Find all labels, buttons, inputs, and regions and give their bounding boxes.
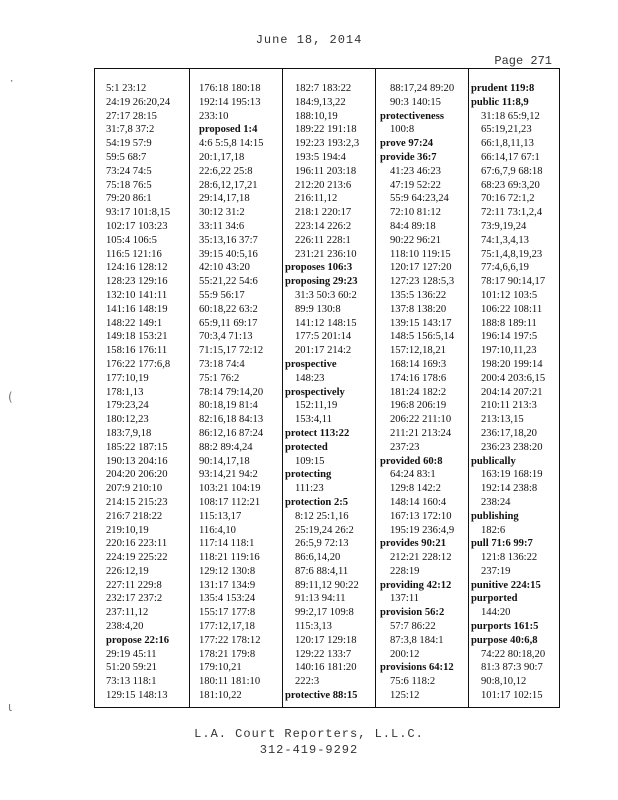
index-entry-line: 232:17 237:2 — [106, 593, 163, 605]
index-entry-line: 137:11 — [390, 593, 420, 605]
index-entry-line: 212:21 228:12 — [390, 552, 452, 564]
index-entry-line: 118:10 119:15 — [390, 248, 451, 260]
index-entry-line: 238:4,20 — [106, 621, 144, 633]
index-headword: propose 22:16 — [106, 634, 170, 646]
index-entry-line: 28:6,12,17,21 — [199, 179, 258, 191]
index-entry-line: 20:1,17,18 — [199, 151, 245, 163]
index-entry-line: 8:12 25:1,16 — [295, 510, 349, 522]
index-column-2 — [199, 82, 281, 701]
index-entry-line: 89:9 130:8 — [295, 303, 341, 315]
index-entry-line: 55:9 56:17 — [199, 289, 245, 301]
index-entry-line: 213:13,15 — [481, 414, 524, 426]
index-entry-line: 115:3,13 — [295, 621, 332, 633]
index-headword: publically — [471, 455, 516, 467]
index-headword: prove 97:24 — [380, 138, 434, 150]
index-entry-line: 180:11 181:10 — [199, 676, 261, 688]
index-entry-line: 210:11 213:3 — [481, 400, 537, 412]
index-entry-line: 216:11,12 — [295, 193, 338, 205]
index-entry-line: 182:7 183:22 — [295, 83, 352, 94]
index-entry-line: 87:6 88:4,11 — [295, 565, 349, 577]
index-entry-line: 177:10,19 — [106, 372, 149, 384]
index-entry-line: 190:13 204:16 — [106, 455, 168, 467]
index-entry-line: 80:18,19 81:4 — [199, 400, 258, 412]
index-entry-line: 141:16 148:19 — [106, 303, 168, 315]
index-entry-line: 87:3,8 184:1 — [390, 634, 444, 646]
index-entry-line: 75:6 118:2 — [390, 676, 436, 688]
index-entry-line: 30:12 31:2 — [199, 207, 245, 219]
index-entry-line: 86:12,16 87:24 — [199, 427, 264, 439]
index-entry-line: 118:21 119:16 — [199, 552, 260, 564]
index-entry-line: 54:19 57:9 — [106, 138, 152, 150]
index-headword: provided 60:8 — [380, 455, 443, 467]
index-entry-line: 70:3,4 71:13 — [199, 331, 253, 343]
index-headword: protection 2:5 — [285, 496, 349, 508]
index-entry-line: 59:5 68:7 — [106, 151, 147, 163]
index-entry-line: 77:4,6,6,19 — [481, 262, 529, 274]
column-divider — [375, 69, 376, 707]
index-entry-line: 128:23 129:16 — [106, 276, 168, 288]
index-entry-line: 198:20 199:14 — [481, 358, 543, 370]
index-entry-line: 181:10,22 — [199, 690, 242, 701]
index-entry-line: 26:5,9 72:13 — [295, 538, 349, 550]
index-entry-line: 157:12,18,21 — [390, 345, 446, 357]
footer-phone: 312-419-9292 — [259, 743, 359, 757]
index-entry-line: 231:21 236:10 — [295, 248, 357, 260]
index-entry-line: 237:19 — [481, 565, 511, 577]
index-entry-line: 183:7,9,18 — [106, 427, 152, 439]
index-entry-line: 22:6,22 25:8 — [199, 165, 253, 177]
index-headword: provision 56:2 — [380, 607, 445, 619]
index-entry-line: 57:7 86:22 — [390, 621, 436, 633]
index-entry-line: 55:9 64:23,24 — [390, 193, 449, 205]
transcript-date: June 18, 2014 — [255, 33, 363, 47]
index-entry-line: 124:16 128:12 — [106, 262, 168, 274]
index-headword: prospective — [285, 358, 337, 370]
index-entry-line: 211:21 213:24 — [390, 427, 452, 439]
index-entry-line: 90:8,10,12 — [481, 676, 527, 688]
index-table — [94, 68, 560, 708]
index-entry-line: 129:12 130:8 — [199, 565, 256, 577]
index-entry-line: 79:20 86:1 — [106, 193, 152, 205]
index-entry-line: 31:7,8 37:2 — [106, 124, 155, 136]
index-entry-line: 88:17,24 89:20 — [390, 83, 455, 94]
index-entry-line: 99:2,17 109:8 — [295, 607, 354, 619]
index-entry-line: 84:4 89:18 — [390, 220, 436, 232]
index-headword: purported — [471, 593, 518, 605]
index-headword: prudent 119:8 — [471, 83, 535, 94]
index-entry-line: 101:17 102:15 — [481, 690, 543, 701]
index-entry-line: 101:12 103:5 — [481, 289, 538, 301]
index-entry-line: 24:19 26:20,24 — [106, 96, 171, 108]
index-entry-line: 148:5 156:5,14 — [390, 331, 455, 343]
index-entry-line: 73:13 118:1 — [106, 676, 157, 688]
index-headword: public 11:8,9 — [471, 96, 529, 108]
index-headword: purports 161:5 — [471, 621, 539, 633]
index-column-1 — [106, 82, 188, 701]
index-entry-line: 125:12 — [390, 690, 420, 701]
index-entry-line: 135:5 136:22 — [390, 289, 447, 301]
index-entry-line: 33:11 34:6 — [199, 220, 245, 232]
index-headword: proposes 106:3 — [285, 262, 353, 274]
index-entry-line: 66:1,8,11,13 — [481, 138, 534, 150]
index-headword: provides 90:21 — [380, 538, 447, 550]
index-entry-line: 148:23 — [295, 372, 325, 384]
index-entry-line: 204:20 206:20 — [106, 469, 168, 481]
index-entry-line: 184:9,13,22 — [295, 96, 346, 108]
scan-mark: ( — [8, 390, 13, 404]
footer-company: L.A. Court Reporters, L.L.C. — [194, 727, 424, 741]
index-entry-line: 216:7 218:22 — [106, 510, 163, 522]
index-entry-line: 91:13 94:11 — [295, 593, 346, 605]
index-column-5 — [471, 82, 559, 701]
index-entry-line: 27:17 28:15 — [106, 110, 157, 122]
index-entry-line: 5:1 23:12 — [106, 83, 147, 94]
index-entry-line: 72:11 73:1,2,4 — [481, 207, 543, 219]
index-entry-line: 67:6,7,9 68:18 — [481, 165, 543, 177]
index-entry-line: 192:14 195:13 — [199, 96, 261, 108]
index-entry-line: 188:8 189:11 — [481, 317, 537, 329]
index-entry-line: 220:16 223:11 — [106, 538, 168, 550]
index-headword: pull 71:6 99:7 — [471, 538, 533, 550]
index-entry-line: 196:14 197:5 — [481, 331, 538, 343]
index-entry-line: 200:4 203:6,15 — [481, 372, 546, 384]
index-entry-line: 65:19,21,23 — [481, 124, 532, 136]
index-entry-line: 179:23,24 — [106, 400, 149, 412]
index-entry-line: 204:14 207:21 — [481, 386, 543, 398]
column-divider — [189, 69, 190, 707]
index-entry-line: 197:10,11,23 — [481, 345, 537, 357]
index-entry-line: 196:8 206:19 — [390, 400, 447, 412]
index-entry-line: 89:11,12 90:22 — [295, 579, 359, 591]
index-entry-line: 188:10,19 — [295, 110, 338, 122]
index-entry-line: 75:18 76:5 — [106, 179, 152, 191]
index-entry-line: 74:22 80:18,20 — [481, 648, 546, 660]
index-entry-line: 39:15 40:5,16 — [199, 248, 258, 260]
index-entry-line: 29:14,17,18 — [199, 193, 250, 205]
index-entry-line: 218:1 220:17 — [295, 207, 352, 219]
index-entry-line: 177:12,17,18 — [199, 621, 255, 633]
index-entry-line: 192:23 193:2,3 — [295, 138, 360, 150]
index-column-3 — [285, 82, 374, 701]
index-entry-line: 196:11 203:18 — [295, 165, 357, 177]
index-entry-line: 222:3 — [295, 676, 320, 688]
index-entry-line: 139:15 143:17 — [390, 317, 452, 329]
column-divider — [282, 69, 283, 707]
index-entry-line: 181:24 182:2 — [390, 386, 447, 398]
index-entry-line: 135:4 153:24 — [199, 593, 256, 605]
index-entry-line: 212:20 213:6 — [295, 179, 352, 191]
index-headword: publishing — [471, 510, 519, 522]
index-headword: provisions 64:12 — [380, 662, 454, 674]
index-entry-line: 237:11,12 — [106, 607, 149, 619]
index-entry-line: 158:16 176:11 — [106, 345, 168, 357]
index-headword: proposing 29:23 — [285, 276, 358, 288]
index-entry-line: 127:23 128:5,3 — [390, 276, 455, 288]
index-entry-line: 131:17 134:9 — [199, 579, 256, 591]
index-entry-line: 72:10 81:12 — [390, 207, 441, 219]
index-entry-line: 233:10 — [199, 110, 229, 122]
index-entry-line: 140:16 181:20 — [295, 662, 357, 674]
index-entry-line: 66:14,17 67:1 — [481, 151, 540, 163]
index-entry-line: 200:12 — [390, 648, 420, 660]
index-entry-line: 29:19 45:11 — [106, 648, 157, 660]
index-entry-line: 90:22 96:21 — [390, 234, 441, 246]
index-entry-line: 93:14,21 94:2 — [199, 469, 258, 481]
index-entry-line: 106:22 108:11 — [481, 303, 543, 315]
index-entry-line: 214:15 215:23 — [106, 496, 168, 508]
index-headword: providing 42:12 — [380, 579, 452, 591]
index-entry-line: 115:13,17 — [199, 510, 242, 522]
index-headword: protectiveness — [380, 110, 444, 122]
index-entry-line: 155:17 177:8 — [199, 607, 256, 619]
index-entry-line: 120:17 129:18 — [295, 634, 357, 646]
index-entry-line: 144:20 — [481, 607, 511, 619]
index-entry-line: 185:22 187:15 — [106, 441, 168, 453]
index-entry-line: 236:23 238:20 — [481, 441, 543, 453]
index-headword: provide 36:7 — [380, 151, 437, 163]
index-entry-line: 132:10 141:11 — [106, 289, 168, 301]
index-entry-line: 182:6 — [481, 524, 506, 536]
index-entry-line: 65:9,11 69:17 — [199, 317, 258, 329]
index-entry-line: 103:21 104:19 — [199, 483, 261, 495]
index-column-4 — [380, 82, 467, 701]
index-entry-line: 31:3 50:3 60:2 — [295, 289, 357, 301]
index-entry-line: 42:10 43:20 — [199, 262, 250, 274]
index-entry-line: 228:19 — [390, 565, 420, 577]
index-entry-line: 75:1,4,8,19,23 — [481, 248, 543, 260]
index-entry-line: 35:13,16 37:7 — [199, 234, 258, 246]
index-entry-line: 75:1 76:2 — [199, 372, 240, 384]
index-entry-line: 149:18 153:21 — [106, 331, 168, 343]
index-entry-line: 238:24 — [481, 496, 511, 508]
index-entry-line: 207:9 210:10 — [106, 483, 163, 495]
index-entry-line: 219:10,19 — [106, 524, 149, 536]
index-headword: protected — [285, 441, 328, 453]
index-entry-line: 167:13 172:10 — [390, 510, 452, 522]
index-entry-line: 105:4 106:5 — [106, 234, 157, 246]
column-divider — [468, 69, 469, 707]
index-entry-line: 51:20 59:21 — [106, 662, 157, 674]
index-headword: protecting — [285, 469, 332, 481]
index-entry-line: 148:14 160:4 — [390, 496, 447, 508]
index-entry-line: 73:9,19,24 — [481, 220, 527, 232]
index-entry-line: 78:14 79:14,20 — [199, 386, 264, 398]
index-entry-line: 93:17 101:8,15 — [106, 207, 171, 219]
index-headword: proposed 1:4 — [199, 124, 258, 136]
index-entry-line: 192:14 238:8 — [481, 483, 538, 495]
index-entry-line: 64:24 83:1 — [390, 469, 436, 481]
index-entry-line: 60:18,22 63:2 — [199, 303, 258, 315]
index-entry-line: 55:21,22 54:6 — [199, 276, 258, 288]
index-entry-line: 81:3 87:3 90:7 — [481, 662, 543, 674]
index-entry-line: 152:11,19 — [295, 400, 338, 412]
page-number: Page 271 — [494, 54, 552, 68]
index-entry-line: 141:12 148:15 — [295, 317, 357, 329]
index-entry-line: 223:14 226:2 — [295, 220, 352, 232]
index-entry-line: 179:10,21 — [199, 662, 242, 674]
index-entry-line: 117:14 118:1 — [199, 538, 255, 550]
index-entry-line: 226:11 228:1 — [295, 234, 351, 246]
index-headword: punitive 224:15 — [471, 579, 541, 591]
index-entry-line: 88:2 89:4,24 — [199, 441, 253, 453]
index-entry-line: 116:4,10 — [199, 524, 236, 536]
index-entry-line: 189:22 191:18 — [295, 124, 357, 136]
index-entry-line: 70:16 72:1,2 — [481, 193, 535, 205]
index-entry-line: 82:16,18 84:13 — [199, 414, 264, 426]
index-entry-line: 137:8 138:20 — [390, 303, 447, 315]
index-entry-line: 68:23 69:3,20 — [481, 179, 540, 191]
index-entry-line: 153:4,11 — [295, 414, 332, 426]
index-entry-line: 129:22 133:7 — [295, 648, 352, 660]
index-entry-line: 176:22 177:6,8 — [106, 358, 171, 370]
index-entry-line: 176:18 180:18 — [199, 83, 261, 94]
index-entry-line: 206:22 211:10 — [390, 414, 452, 426]
index-entry-line: 180:12,23 — [106, 414, 149, 426]
index-headword: protective 88:15 — [285, 690, 358, 701]
index-entry-line: 73:24 74:5 — [106, 165, 152, 177]
index-entry-line: 31:18 65:9,12 — [481, 110, 540, 122]
index-entry-line: 78:17 90:14,17 — [481, 276, 546, 288]
index-entry-line: 25:19,24 26:2 — [295, 524, 354, 536]
index-entry-line: 201:17 214:2 — [295, 345, 352, 357]
index-entry-line: 193:5 194:4 — [295, 151, 346, 163]
index-entry-line: 168:14 169:3 — [390, 358, 447, 370]
index-entry-line: 163:19 168:19 — [481, 469, 543, 481]
index-entry-line: 236:17,18,20 — [481, 427, 537, 439]
index-headword: protect 113:22 — [285, 427, 350, 439]
index-entry-line: 108:17 112:21 — [199, 496, 261, 508]
index-entry-line: 148:22 149:1 — [106, 317, 163, 329]
index-entry-line: 116:5 121:16 — [106, 248, 162, 260]
scan-mark: ⸱ — [10, 74, 14, 88]
index-entry-line: 174:16 178:6 — [390, 372, 447, 384]
scan-mark: ι — [8, 700, 13, 714]
index-entry-line: 109:15 — [295, 455, 325, 467]
index-entry-line: 71:15,17 72:12 — [199, 345, 264, 357]
index-entry-line: 100:8 — [390, 124, 415, 136]
index-entry-line: 224:19 225:22 — [106, 552, 168, 564]
index-entry-line: 74:1,3,4,13 — [481, 234, 529, 246]
index-entry-line: 102:17 103:23 — [106, 220, 168, 232]
index-entry-line: 47:19 52:22 — [390, 179, 441, 191]
index-entry-line: 4:6 5:5,8 14:15 — [199, 138, 264, 150]
index-entry-line: 86:6,14,20 — [295, 552, 341, 564]
index-entry-line: 90:14,17,18 — [199, 455, 250, 467]
index-entry-line: 129:15 148:13 — [106, 690, 168, 701]
index-entry-line: 178:21 179:8 — [199, 648, 256, 660]
index-entry-line: 195:19 236:4,9 — [390, 524, 455, 536]
index-entry-line: 120:17 127:20 — [390, 262, 452, 274]
index-entry-line: 177:5 201:14 — [295, 331, 352, 343]
index-entry-line: 177:22 178:12 — [199, 634, 261, 646]
index-entry-line: 121:8 136:22 — [481, 552, 538, 564]
index-headword: prospectively — [285, 386, 345, 398]
index-entry-line: 73:18 74:4 — [199, 358, 245, 370]
index-entry-line: 41:23 46:23 — [390, 165, 441, 177]
index-entry-line: 237:23 — [390, 441, 420, 453]
index-entry-line: 178:1,13 — [106, 386, 144, 398]
index-entry-line: 129:8 142:2 — [390, 483, 441, 495]
index-entry-line: 227:11 229:8 — [106, 579, 162, 591]
index-headword: purpose 40:6,8 — [471, 634, 538, 646]
index-entry-line: 226:12,19 — [106, 565, 149, 577]
index-entry-line: 111:23 — [295, 483, 324, 495]
index-entry-line: 90:3 140:15 — [390, 96, 441, 108]
